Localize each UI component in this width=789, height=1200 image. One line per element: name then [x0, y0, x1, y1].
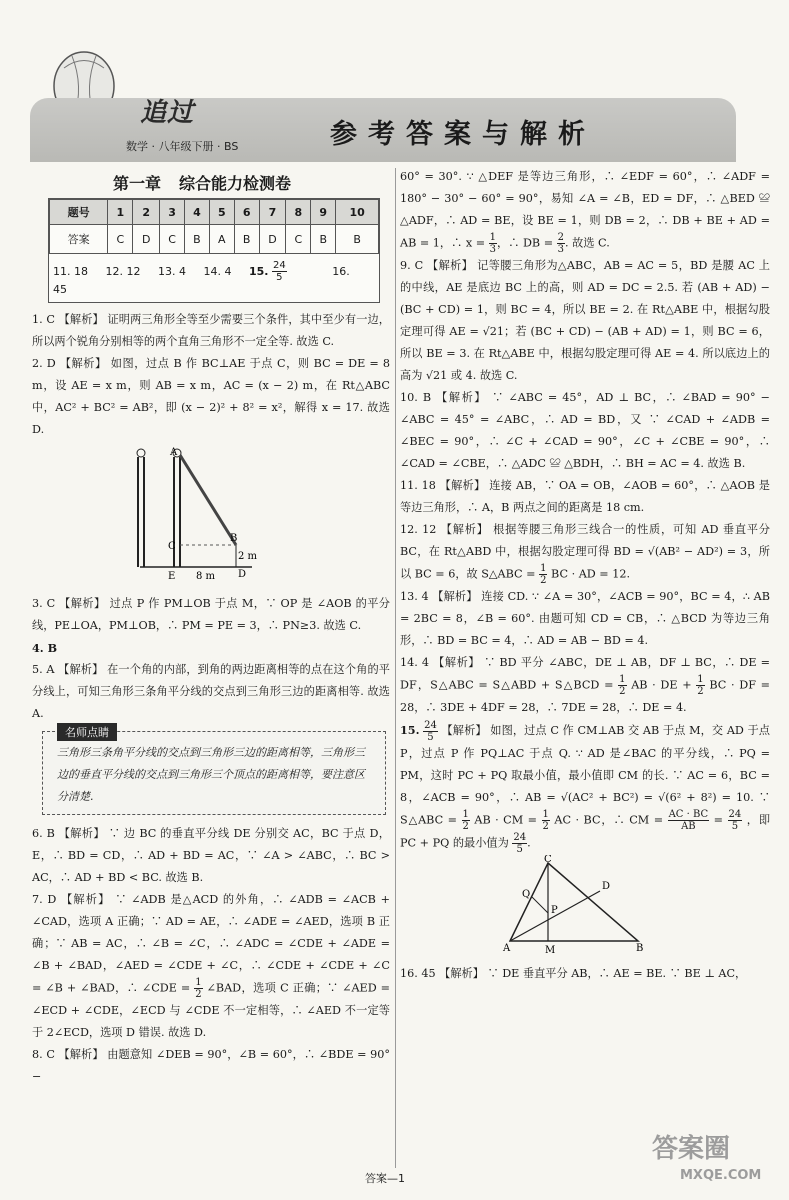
solution-15-number: 15.	[400, 723, 420, 737]
teacher-tip-box	[42, 726, 386, 815]
solution-15-part-a: 【解析】 如图，过点 C 作 CM⊥AB 交 AB 于点 M，交 AD 于点 P，过点 P 作 PQ⊥AC 于点 Q. ∵ AD 是∠BAC 的平分线，∴ PQ = PM，这时 PC + PQ 取最小值，最小值即 CM 的长. ∵ AC = 6，BC = 8，∠ACB = 90°，∴ AB = √(AC² + BC²) = √(6² + 8²) = 10. ∵ S△ABC =	[400, 724, 770, 826]
page-number: 答案—1	[365, 1172, 405, 1185]
solution-12	[400, 519, 770, 586]
solution-16: 16. 45 【解析】 ∵ DE 垂直平分 AB，∴ AE = BE. ∵ BE ⊥ AC，	[400, 966, 747, 980]
solution-14-part-b: AB · DE +	[631, 678, 692, 692]
answer-13: 13. 4	[158, 264, 186, 278]
solution-1: 1. C 【解析】 证明两三角形全等至少需要三个条件，其中至少有一边，所以两个锐角分别相等的两个直角三角形不一定全等. 故选 C.	[32, 313, 390, 348]
solution-14-part-a: 14. 4 【解析】 ∵ BD 平分 ∠ABC，DE ⊥ AB，DF ⊥ BC，∴ DE = DF，S△ABC = S△ABD + S△BCD =	[400, 656, 770, 692]
fraction	[272, 260, 301, 283]
table-row	[50, 200, 379, 225]
table-header-cell: 题号	[50, 200, 108, 225]
answer-12: 12. 12	[105, 264, 141, 278]
fraction	[668, 809, 710, 832]
label-D: D	[238, 569, 247, 580]
solution-12-part-a: 12. 12 【解析】 根据等腰三角形三线合一的性质，可知 AD 垂直平分 BC，在 Rt△ABD 中，根据勾股定理可得 BD = √(AB² − AD²) = 3，所以 BC = 6，故 S△ABC =	[400, 523, 770, 581]
table-cell: B	[336, 225, 379, 254]
ladder-wall-figure	[132, 445, 262, 585]
label-D: D	[602, 880, 611, 892]
solution-8-part-c: . 故选 C.	[565, 236, 610, 250]
denominator: 2	[619, 686, 626, 697]
table-cell: C	[160, 225, 185, 254]
denominator: 2	[540, 575, 547, 586]
numerator: 1	[195, 977, 202, 988]
denominator: 3	[557, 244, 565, 255]
answer-11: 11. 18	[53, 264, 88, 278]
answer-table	[49, 199, 379, 254]
answer-15	[249, 260, 315, 283]
teacher-tip-tag: 名师点睛	[57, 723, 117, 741]
subject-line: 数学 · 八年级下册 · BS	[126, 140, 239, 153]
table-cell: B	[185, 225, 210, 254]
table-row	[50, 225, 379, 254]
label-A: A	[170, 447, 178, 458]
table-cell: C	[108, 225, 133, 254]
denominator: 2	[542, 820, 549, 832]
fraction	[618, 674, 626, 697]
solution-8-part-a: 60° = 30°. ∵ △DEF 是等边三角形，∴ ∠EDF = 60°，∴ ∠ADF = 180° − 30° − 60° = 90°，易知 ∠A = ∠B，ED = DF，∴ △BED ≌ △ADF，∴ AD = BE，设 BE = 1，则 DB = 2，∴ DB + BE + AD = AB = 1，∴ x =	[400, 170, 770, 250]
fraction	[489, 232, 497, 255]
label-B: B	[230, 533, 238, 544]
fraction	[512, 832, 527, 855]
solution-15-part-d: =	[713, 813, 724, 826]
numerator: 24	[513, 831, 527, 843]
page-title: 参考答案与解析	[330, 119, 596, 150]
numerator: 1	[489, 232, 497, 243]
column-divider	[395, 168, 396, 1168]
fraction	[728, 809, 743, 832]
label-E: E	[168, 571, 176, 582]
solution-15-part-e: ，即 PC + PQ 的最小值为	[400, 813, 771, 849]
chapter-number: 第一章	[112, 174, 161, 193]
table-cell: D	[259, 225, 286, 254]
label-A: A	[503, 942, 511, 954]
solution-14	[400, 652, 770, 719]
numerator: 24	[728, 808, 742, 820]
solution-11: 11. 18 【解析】 连接 AB，∵ OA = OB，∠AOB = 60°，∴ △AOB 是等边三角形，∴ A，B 两点之间的距离是 18 cm.	[400, 479, 770, 514]
answer-table-box	[48, 198, 380, 303]
solution-5: 5. A 【解析】 在一个角的内部，到角的两边距离相等的点在这个角的平分线上，可知三角形三条角平分线的交点到三角形三边的距离相等. 故选 A.	[32, 663, 390, 720]
teacher-tip-text: 三角形三条角平分线的交点到三角形三边的距离相等，三角形三边的垂直平分线的交点到三角形三个顶点的距离相等，要注意区分清楚.	[57, 746, 365, 803]
solution-6: 6. B 【解析】 ∵ 边 BC 的垂直平分线 DE 分别交 AC，BC 于点 D，E，∴ BD = CD，∴ AD + BD = AC，∵ ∠A > ∠ABC，∴ BC > AC，∴ AD + BD < BC. 故选 B.	[32, 827, 390, 884]
numerator: 24	[424, 719, 437, 731]
label-height: 2 m	[238, 551, 258, 562]
fraction	[194, 977, 202, 1000]
right-column	[400, 166, 770, 985]
fraction	[557, 232, 565, 255]
table-cell: 7	[259, 200, 286, 225]
answer-14: 14. 4	[203, 264, 232, 278]
table-cell: 5	[209, 200, 234, 225]
table-cell: B	[234, 225, 259, 254]
label-B: B	[636, 942, 644, 954]
denominator: 3	[489, 244, 497, 255]
fraction	[423, 720, 438, 743]
solution-12-part-b: BC · AD = 12.	[551, 567, 631, 581]
denominator: 5	[516, 843, 523, 855]
solution-2: 2. D 【解析】 如图，过点 B 作 BC⊥AE 于点 C，则 BC = DE = 8 m，设 AE = x m，则 AB = x m，AC = (x − 2) m，在 Rt△ABC 中，AC² + BC² = AB²，即 (x − 2)² + 8² = x²，解得 x = 17. 故选 D.	[32, 357, 390, 436]
denominator: 5	[276, 272, 283, 283]
answer-16: 16. 45	[53, 264, 350, 296]
fraction	[696, 674, 704, 697]
label-width: 8 m	[196, 571, 216, 582]
numerator: 1	[697, 674, 704, 685]
fraction	[462, 809, 470, 832]
label-C: C	[168, 541, 176, 552]
brand-logo: 追过	[140, 98, 195, 128]
solution-15: 15. $\frac{24}{5}$ 【解析】 如图，过点 C 作 CM⊥AB 交 AB 于点 M，交 AD 于点 P，过点 P 作 PQ⊥AC 于点 Q. ∵ AD 是∠BAC 的平分线，∴ PQ = PM，这时 PC + PQ 取最小值，最小值即 CM 的长. ∵ AC = 6，BC = 8，∠ACB = 90°，∴ AB = √(AC² + BC²) = √(6² + 8²) = 10. ∵ S△ABC = $\frac{1}{2}$ AB · CM = $\frac{1}{2}$ AC · BC，∴ CM = $\frac{AC \cdot BC}{AB}$ = $\frac{24}{5}$ ，即 PC + PQ 的最小值为 $\frac{24}{5}$ .	[400, 719, 771, 855]
table-cell: 6	[234, 200, 259, 225]
solution-13: 13. 4 【解析】 连接 CD. ∵ ∠A = 30°，∠ACB = 90°，BC = 4，∴ AB = 2BC = 8，∠B = 60°. 由题可知 CD = CB，∴ △BCD 为等边三角形，∴ BD = BC = 4，∴ AD = AB − BD = 4.	[400, 590, 770, 647]
table-cell: 8	[286, 200, 311, 225]
solution-8: 8. C 【解析】 由题意知 ∠DEB = 90°，∠B = 60°，∴ ∠BDE = 90° −	[32, 1048, 390, 1083]
chapter-title	[32, 171, 390, 194]
label-P: P	[551, 904, 558, 916]
label-C: C	[544, 854, 552, 865]
denominator: AB	[681, 820, 696, 832]
solution-10: 10. B 【解析】 ∵ ∠ABC = 45°，AD ⊥ BC，∴ ∠BAD = 90° − ∠ABC = 45° = ∠ABC，∴ AD = BD，又 ∵ ∠CAD + ∠ADB = ∠BEC = 90°，∴ ∠C + ∠CAD = 90°，∠C + ∠CBE = 90°，∴ ∠CAD = ∠CBE，∴ △ADC ≌ △BDH，∴ BH = AC = 4. 故选 B.	[400, 391, 770, 470]
watermark-url: MXQE.COM	[680, 1168, 762, 1183]
solution-15-part-b: AB · CM =	[474, 813, 538, 826]
solution-7-part-a: 7. D 【解析】 ∵ ∠ADB 是△ACD 的外角，∴ ∠ADB = ∠ACB + ∠CAD，选项 A 正确；∵ AD = AE，∴ ∠ADE = ∠AED，选项 B 正确；∵ AB = AC，∴ ∠B = ∠C，∴ ∠ADC = ∠CDE + ∠ADE = ∠B + ∠BAD，∠AED = ∠CDE + ∠C，∴ ∠CDE + ∠CDE + ∠C = ∠B + ∠BAD，∴ ∠CDE =	[32, 893, 390, 995]
numerator: 1	[619, 674, 626, 685]
fraction	[539, 563, 547, 586]
watermark-logo: 答案圈	[652, 1134, 731, 1164]
label-Q: Q	[522, 888, 531, 900]
denominator: 5	[427, 731, 434, 743]
table-cell: A	[209, 225, 234, 254]
table-cell: 2	[133, 200, 160, 225]
table-cell: 9	[311, 200, 336, 225]
table-cell: 10	[336, 200, 379, 225]
solution-14-part-c: BC · DF = 28，∴ 3DE + 4DF = 28，∴ 7DE = 28，∴ DE = 4.	[400, 678, 771, 714]
chapter-name: 综合能力检测卷	[179, 174, 292, 193]
label-M: M	[545, 944, 556, 955]
table-cell: B	[311, 225, 336, 254]
table-cell: D	[133, 225, 160, 254]
table-header-cell: 答案	[50, 225, 108, 254]
left-column	[32, 166, 390, 1088]
denominator: 2	[195, 989, 202, 1000]
table-cell: 1	[108, 200, 133, 225]
numerator: 1	[540, 563, 547, 574]
table-cell: 4	[185, 200, 210, 225]
solution-7-part-b: ∠BAD，选项 C 正确；∵ ∠AED = ∠ECD + ∠CDE，∠ECD 与 ∠CDE 不一定相等，∴ ∠AED 不一定等于 2∠ECD，选项 D 错误. 故选 D.	[32, 981, 390, 1039]
solution-15-part-c: AC · BC，∴ CM =	[554, 813, 664, 826]
numerator: AC · BC	[668, 808, 709, 820]
denominator: 5	[731, 820, 739, 832]
solution-3: 3. C 【解析】 过点 P 作 PM⊥OB 于点 M，∵ OP 是 ∠AOB 的平分线，PE⊥OA，PM⊥OB，∴ PM = PE = 3，∴ PN≥3. 故选 C.	[32, 597, 390, 632]
solution-7	[32, 889, 390, 1044]
table-cell: C	[286, 225, 311, 254]
solution-8-part-b: ，∴ DB =	[497, 236, 554, 250]
fill-in-answers	[49, 254, 379, 302]
numerator: 2	[557, 232, 565, 243]
numerator: 1	[542, 808, 549, 820]
numerator: 24	[273, 260, 286, 271]
solution-8-continued	[400, 166, 770, 255]
denominator: 2	[462, 820, 469, 832]
solution-9: 9. C 【解析】 记等腰三角形为△ABC，AB = AC = 5，BD 是腰 AC 上的中线，AE 是底边 BC 上的高，则 AD = DC = 2.5. 若 (AB + AD) − (BC + CD) = 1，则 BC = 4，所以 BE = 2. 在 Rt△ABE 中，根据勾股定理可得 AE = √21；若 (BC + CD) − (AB + AD) = 1，则 BC = 6，所以 BE = 3. 在 Rt△ABE 中，根据勾股定理可得 AE = 4. 所以底边上的高为 √21 或 4. 故选 C.	[400, 259, 770, 382]
numerator: 1	[462, 808, 469, 820]
answer-15-prefix: 15.	[249, 264, 269, 278]
triangle-figure	[500, 855, 650, 955]
fraction	[542, 809, 550, 832]
table-cell: 3	[160, 200, 185, 225]
denominator: 2	[697, 686, 704, 697]
solution-4: 4. B	[32, 641, 58, 655]
